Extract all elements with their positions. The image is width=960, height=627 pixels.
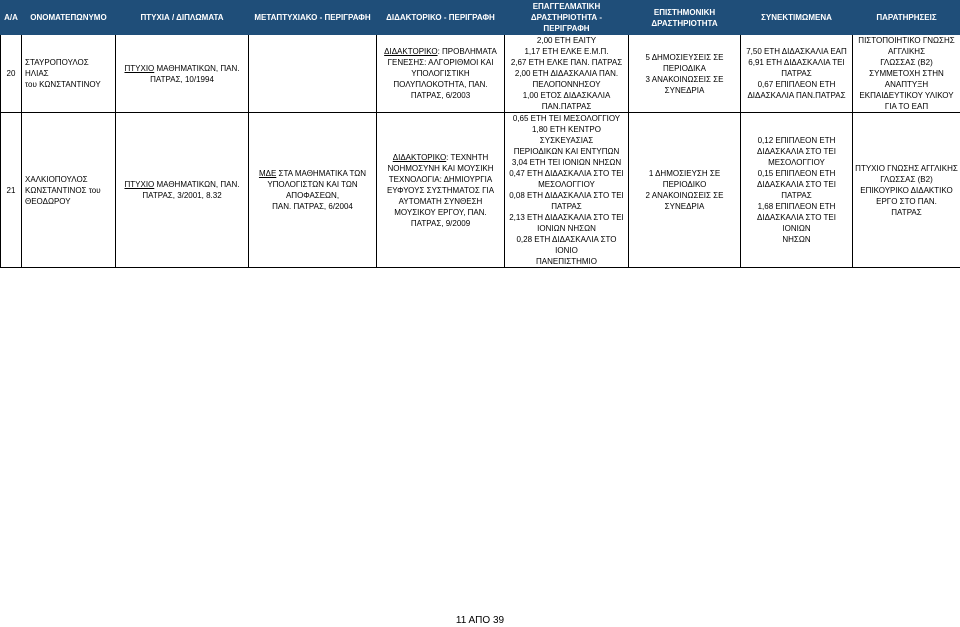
cell-degrees [116,113,249,268]
cell-phd [377,113,505,268]
cell-line: ΠΑΝ. ΠΑΤΡΑΣ, 6/2004 [272,202,353,211]
cell-line: ΠΑΤΡΑΣ, 10/1994 [150,74,214,84]
cell-line: ΥΠΟΛΟΓΙΣΤΩΝ ΚΑΙ ΤΩΝ ΑΠΟΦΑΣΕΩΝ, [267,180,358,200]
header-aa: Α/Α [1,1,22,35]
cell-text: ΜΑΘΗΜΑΤΙΚΩΝ, ΠΑΝ. [154,180,240,189]
cell-line: ΠΟΛΥΠΛΟΚΟΤΗΤΑ, ΠΑΝ. [393,80,488,89]
header-scientific: ΕΠΙΣΤΗΜΟΝΙΚΗ ΔΡΑΣΤΗΡΙΟΤΗΤΑ [629,1,741,35]
cell-line: ΣΤΑΥΡΟΠΟΥΛΟΣ ΗΛΙΑΣ [25,58,89,78]
cell-line: 2 ΑΝΑΚΟΙΝΩΣΕΙΣ ΣΕ ΣΥΝΕΔΡΙΑ [645,191,724,211]
candidates-table [0,0,960,268]
cell-line: 3,04 ΕΤΗ ΤΕΙ ΙΟΝΙΩΝ ΝΗΣΩΝ [511,158,622,167]
cell-line [251,168,374,179]
cell-text: ΣΤΑ ΜΑΘΗΜΑΤΙΚΑ ΤΩΝ [276,169,367,178]
cell-aa: 20 [1,35,22,113]
cell-line: 0,65 ΕΤΗ ΤΕΙ ΜΕΣΟΛΟΓΓΙΟΥ [512,114,621,123]
cell-line: ΜΕΣΟΛΟΓΓΙΟΥ [768,158,825,167]
cell-line: ΠΑΤΡΑΣ, 9/2009 [410,218,471,228]
cell-scientific [629,35,741,113]
cell-line: 2,13 ΕΤΗ ΔΙΔΑΣΚΑΛΙΑ ΣΤΟ ΤΕΙ [509,213,624,222]
cell-line: 2,00 ΕΤΗ ΔΙΔΑΣΚΑΛΙΑ ΠΑΝ. [514,69,619,78]
cell-line: 0,15 ΕΠΙΠΛΕΟΝ ΕΤΗ [757,169,836,178]
cell-remarks [853,113,960,268]
cell-line: ΠΕΡΙΟΔΙΚΑ [663,63,706,73]
underlined-key: ΔΙΔΑΚΤΟΡΙΚΟ [384,47,438,56]
cell-line: ΔΙΔΑΣΚΑΛΙΑ ΣΤΟ ΤΕΙ ΙΟΝΙΩΝ [757,213,836,233]
cell-master [249,113,377,268]
cell-line: ΠΑΝΕΠΙΣΤΗΜΙΟ [536,257,597,266]
cell-line: ΚΩΝΣΤΑΝΤΙΝΟΣ του [25,185,101,195]
cell-line [118,63,246,74]
cell-line: 1,68 ΕΠΙΠΛΕΟΝ ΕΤΗ [757,202,836,211]
cell-line: ΕΚΠΑΙΔΕΥΤΙΚΟΥ ΥΛΙΚΟΥ ΓΙΑ ΤΟ ΕΑΠ [859,91,954,111]
cell-line: ΕΥΦΥΟΥΣ ΣΥΣΤΗΜΑΤΟΣ ΓΙΑ [386,185,495,195]
cell-line: ΠΑΤΡΑΣ [781,69,812,78]
header-degrees: ΠΤΥΧΙΑ / ΔΙΠΛΩΜΑΤΑ [116,1,249,35]
page-number: 11 ΑΠΟ 39 [455,615,505,626]
cell-line: ΙΟΝΙΩΝ ΝΗΣΩΝ [537,224,596,233]
header-master: ΜΕΤΑΠΤΥΧΙΑΚΟ - ΠΕΡΙΓΡΑΦΗ [249,1,377,35]
cell-line: του ΚΩΝΣΤΑΝΤΙΝΟΥ [25,80,101,89]
cell-line [379,46,502,57]
cell-line: 6,91 ΕΤΗ ΔΙΔΑΣΚΑΛΙΑ ΤΕΙ [748,58,845,67]
cell-line: 1,00 ΕΤΟΣ ΔΙΔΑΣΚΑΛΙΑ [522,91,611,100]
cell-line: ΠΕΡΙΟΔΙΚΩΝ ΚΑΙ ΕΝΤΥΠΩΝ [513,147,620,156]
cell-degrees [116,35,249,113]
header-remarks: ΠΑΡΑΤΗΡΗΣΕΙΣ [853,1,960,35]
cell-text: : ΤΕΧΝΗΤΗ [446,152,489,162]
cell-line: 1,80 ΕΤΗ ΚΕΝΤΡΟ ΣΥΣΚΕΥΑΣΙΑΣ [532,125,601,145]
cell-line: 2,67 ΕΤΗ ΕΛΚΕ ΠΑΝ. ΠΑΤΡΑΣ [510,58,623,67]
header-professional: ΕΠΑΓΓΕΛΜΑΤΙΚΗ ΔΡΑΣΤΗΡΙΟΤΗΤΑ - ΠΕΡΙΓΡΑΦΗ [505,1,629,35]
cell-line: 0,67 ΕΠΙΠΛΕΟΝ ΕΤΗ [757,80,836,89]
cell-line: ΠΤΥΧΙΟ ΓΝΩΣΗΣ ΑΓΓΛΙΚΗΣ ΓΛΩΣΣΑΣ (Β2) [855,163,958,184]
cell-line: ΕΠΙΚΟΥΡΙΚΟ ΔΙΔΑΚΤΙΚΟ ΕΡΓΟ ΣΤΟ ΠΑΝ. [860,185,953,206]
table-row [1,35,960,113]
cell-remarks [853,35,960,113]
cell-phd [377,35,505,113]
cell-line: ΧΑΛΚΙΟΠΟΥΛΟΣ [25,174,88,184]
cell-professional [505,35,629,113]
cell-line: 5 ΔΗΜΟΣΙΕΥΣΕΙΣ ΣΕ [645,52,724,62]
underlined-key: ΜΔΕ [258,169,277,178]
cell-line: 2,00 ΕΤΗ ΕΑΙΤΥ [536,36,597,45]
cell-line: 0,08 ΕΤΗ ΔΙΔΑΣΚΑΛΙΑ ΣΤΟ ΤΕΙ [509,191,624,200]
cell-line: ΠΙΣΤΟΠΟΙΗΤΙΚΟ ΓΝΩΣΗΣ ΑΓΓΛΙΚΗΣ [858,36,955,56]
cell-line: ΜΕΣΟΛΟΓΓΙΟΥ [538,180,595,189]
cell-master [249,35,377,113]
cell-line: ΔΙΔΑΣΚΑΛΙΑ ΣΤΟ ΤΕΙ ΠΑΤΡΑΣ [757,180,836,200]
header-phd: ΔΙΔΑΚΤΟΡΙΚΟ - ΠΕΡΙΓΡΑΦΗ [377,1,505,35]
cell-line: 0,28 ΕΤΗ ΔΙΔΑΣΚΑΛΙΑ ΣΤΟ ΙΟΝΙΟ [516,235,617,255]
cell-line: 0,47 ΕΤΗ ΔΙΔΑΣΚΑΛΙΑ ΣΤΟ ΤΕΙ [509,169,624,178]
header-assessed: ΣΥΝΕΚΤΙΜΩΜΕΝΑ [741,1,853,35]
cell-text: : ΠΡΟΒΛΗΜΑΤΑ [437,47,497,56]
cell-line: ΠΕΛΟΠΟΝΝΗΣΟΥ [532,80,601,89]
cell-line: 3 ΑΝΑΚΟΙΝΩΣΕΙΣ ΣΕ ΣΥΝΕΔΡΙΑ [645,74,724,95]
cell-line: ΠΑΤΡΑΣ [891,207,922,217]
table-row [1,113,960,268]
cell-name [22,113,116,268]
cell-line [118,179,246,190]
cell-line: ΘΕΟΔΩΡΟΥ [25,196,71,206]
cell-line: 1 ΔΗΜΟΣΙΕΥΣΗ ΣΕ ΠΕΡΙΟΔΙΚΟ [648,169,721,189]
cell-line: 0,12 ΕΠΙΠΛΕΟΝ ΕΤΗ [757,136,836,145]
cell-name [22,35,116,113]
cell-line: ΓΛΩΣΣΑΣ (Β2) [880,58,933,67]
cell-line: ΓΕΝΕΣΗΣ: ΑΛΓΟΡΙΘΜΟΙ ΚΑΙ [387,58,494,67]
cell-line: ΠΑΤΡΑΣ, 3/2001, 8.32 [142,191,222,200]
cell-text: ΜΑΘΗΜΑΤΙΚΩΝ, ΠΑΝ. [154,63,240,73]
cell-line: ΤΕΧΝΟΛΟΓΙΑ: ΔΗΜΙΟΥΡΓΙΑ [388,174,493,184]
underlined-key: ΠΤΥΧΙΟ [124,180,155,189]
cell-line: 7,50 ΕΤΗ ΔΙΔΑΣΚΑΛΙΑ ΕΑΠ [746,47,847,56]
cell-line: ΣΥΜΜΕΤΟΧΗ ΣΤΗΝ ΑΝΑΠΤΥΞΗ [869,69,944,89]
cell-line: ΔΙΔΑΣΚΑΛΙΑ ΣΤΟ ΤΕΙ [757,147,836,156]
cell-line: ΠΑΤΡΑΣ [551,202,582,211]
cell-scientific [629,113,741,268]
cell-line: ΔΙΔΑΣΚΑΛΙΑ ΠΑΝ.ΠΑΤΡΑΣ [747,91,846,100]
underlined-key: ΔΙΔΑΚΤΟΡΙΚΟ [392,152,447,162]
cell-line: 1,17 ΕΤΗ ΕΛΚΕ Ε.Μ.Π. [524,47,609,56]
cell-line: ΥΠΟΛΟΓΙΣΤΙΚΗ [411,69,470,78]
cell-assessed [741,35,853,113]
header-row [1,1,960,35]
cell-line: ΝΟΗΜΟΣΥΝΗ ΚΑΙ ΜΟΥΣΙΚΗ [387,163,494,173]
cell-line [379,152,502,163]
cell-line: ΜΟΥΣΙΚΟΥ ΕΡΓΟΥ, ΠΑΝ. [394,207,487,217]
cell-line: ΠΑΤΡΑΣ, 6/2003 [410,91,471,100]
cell-aa: 21 [1,113,22,268]
header-name: ΟΝΟΜΑΤΕΠΩΝΥΜΟ [22,1,116,35]
cell-assessed [741,113,853,268]
cell-line: ΠΑΝ.ΠΑΤΡΑΣ [541,102,592,111]
cell-line: ΑΥΤΟΜΑΤΗ ΣΥΝΘΕΣΗ [398,196,483,206]
cell-line: ΝΗΣΩΝ [782,235,811,244]
underlined-key: ΠΤΥΧΙΟ [124,63,155,73]
cell-professional [505,113,629,268]
